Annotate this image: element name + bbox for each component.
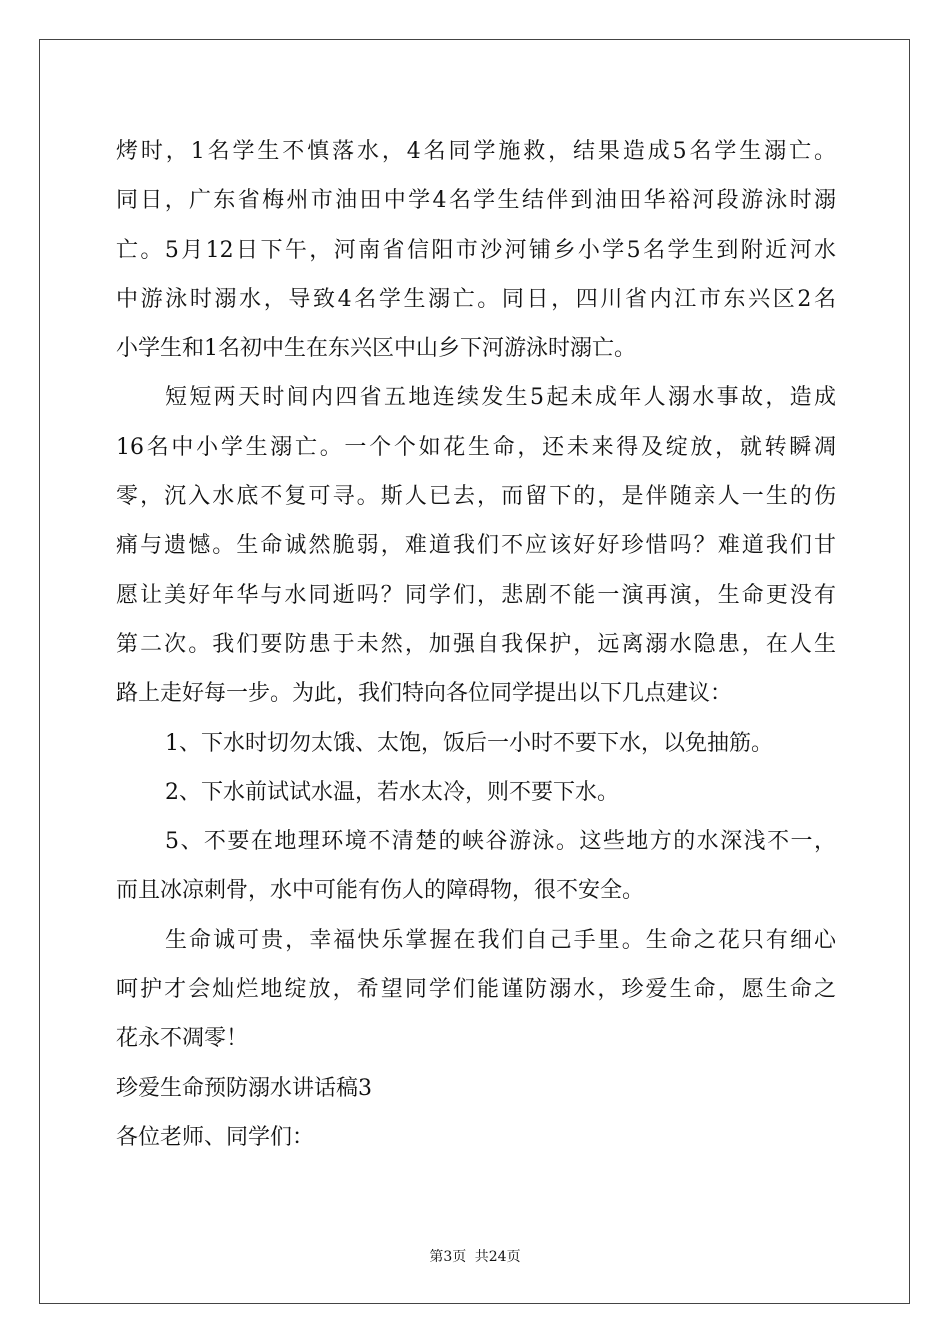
text-line: 小学生和1名初中生在东兴区中山乡下河游泳时溺亡。 [116,336,636,362]
text-line: 痛与遗憾。生命诚然脆弱，难道我们不应该好好珍惜吗？难道我们甘 [116,533,836,559]
list-item: 5、不要在地理环境不清楚的峡谷游泳。这些地方的水深浅不一， [165,829,836,855]
text-line: 呵护才会灿烂地绽放，希望同学们能谨防溺水，珍爱生命，愿生命之 [116,977,836,1003]
text-line: 零，沉入水底不复可寻。斯人已去，而留下的，是伴随亲人一生的伤 [116,484,836,510]
text-line: 16名中小学生溺亡。一个个如花生命，还未来得及绽放，就转瞬凋 [116,434,836,460]
document-body [116,127,836,1162]
text-line: 路上走好每一步。为此，我们特向各位同学提出以下几点建议： [116,681,733,707]
section-title: 珍爱生命预防溺水讲话稿3 [116,1075,372,1101]
page-total: 共24页 [474,1249,521,1265]
text-line: 第二次。我们要防患于未然，加强自我保护，远离溺水隐患，在人生 [116,631,836,657]
salutation: 各位老师、同学们： [116,1124,315,1150]
page-number: 第3页 [429,1249,467,1265]
text-line: 而且冰凉刺骨，水中可能有伤人的障碍物，很不安全。 [116,878,645,904]
page-footer [0,1246,950,1266]
list-item: 1、下水时切勿太饿、太饱，饭后一小时不要下水，以免抽筋。 [165,730,773,756]
text-line: 生命诚可贵，幸福快乐掌握在我们自己手里。生命之花只有细心 [165,927,836,953]
text-line: 中游泳时溺水，导致4名学生溺亡。同日，四川省内江市东兴区2名 [116,286,836,312]
text-line: 烤时，1名学生不慎落水，4名同学施救，结果造成5名学生溺亡。 [116,139,836,164]
text-line: 愿让美好年华与水同逝吗？同学们，悲剧不能一演再演，生命更没有 [116,582,836,608]
list-item: 2、下水前试试水温，若水太冷，则不要下水。 [165,779,619,805]
text-line: 花永不凋零！ [116,1026,249,1052]
text-line: 亡。5月12日下午，河南省信阳市沙河铺乡小学5名学生到附近河水 [116,237,836,263]
text-line: 短短两天时间内四省五地连续发生5起未成年人溺水事故，造成 [165,385,836,411]
text-line: 同日，广东省梅州市油田中学4名学生结伴到油田华裕河段游泳时溺 [116,188,836,214]
